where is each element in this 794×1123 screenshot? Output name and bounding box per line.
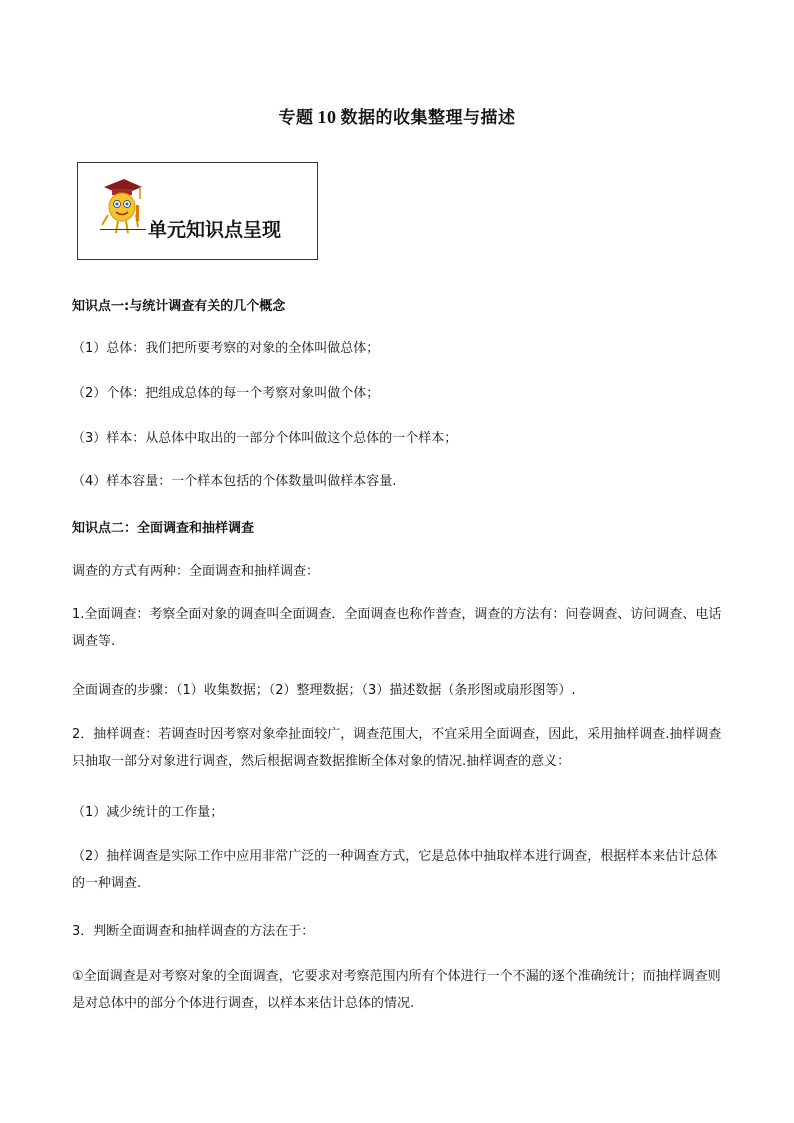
section2-paragraph-7: ①全面调查是对考察对象的全面调查，它要求对考察范围内所有个体进行一个不漏的逐个准确统计；而抽样调查则是对总体中的部分个体进行调查，以样本来估计总体的情况.: [72, 969, 721, 1011]
section1-item-1: （1）总体：我们把所要考察的对象的全体叫做总体；: [72, 341, 380, 356]
section1-item-2: （2）个体：把组成总体的每一个考察对象叫做个体；: [72, 386, 380, 401]
title-prefix: 专题: [278, 108, 314, 128]
unit-label: 单元知识点呈现: [148, 219, 282, 241]
section-heading-2: 知识点二：全面调查和抽样调查: [72, 521, 255, 536]
title-number: 10: [317, 107, 337, 127]
section2-paragraph-2: 全面调查的步骤：（1）收集数据；（2）整理数据；（3）描述数据（条形图或扇形图等）.: [72, 683, 576, 698]
banner-divider: [100, 229, 146, 230]
section2-intro: 调查的方式有两种：全面调查和抽样调查：: [72, 564, 320, 579]
title-text: 数据的收集整理与描述: [340, 108, 516, 128]
section2-paragraph-1: 1.全面调查：考察全面对象的调查叫全面调查．全面调查也称作普查，调查的方法有：问卷调查、访问调查、电话调查等.: [72, 607, 722, 649]
section2-paragraph-3: 2．抽样调查：若调查时因考察对象牵扯面较广，调查范围大，不宜采用全面调查，因此，采用抽样调查.抽样调查只抽取一部分对象进行调查，然后根据调查数据推断全体对象的情况.抽样调查的意义：: [72, 727, 722, 769]
section2-paragraph-6: 3．判断全面调查和抽样调查的方法在于：: [72, 924, 315, 939]
section1-item-3: （3）样本：从总体中取出的一部分个体叫做这个总体的一个样本；: [72, 431, 458, 446]
section2-paragraph-4: （1）减少统计的工作量；: [72, 805, 224, 820]
page-title: [0, 103, 794, 128]
unit-banner: [77, 162, 318, 260]
section-heading-1: 知识点一:与统计调查有关的几个概念: [72, 299, 286, 314]
section2-paragraph-5: （2）抽样调查是实际工作中应用非常广泛的一种调查方式，它是总体中抽取样本进行调查，根据样本来估计总体的一种调查.: [72, 849, 718, 891]
section1-item-4: （4）样本容量：一个样本包括的个体数量叫做样本容量.: [72, 474, 397, 489]
